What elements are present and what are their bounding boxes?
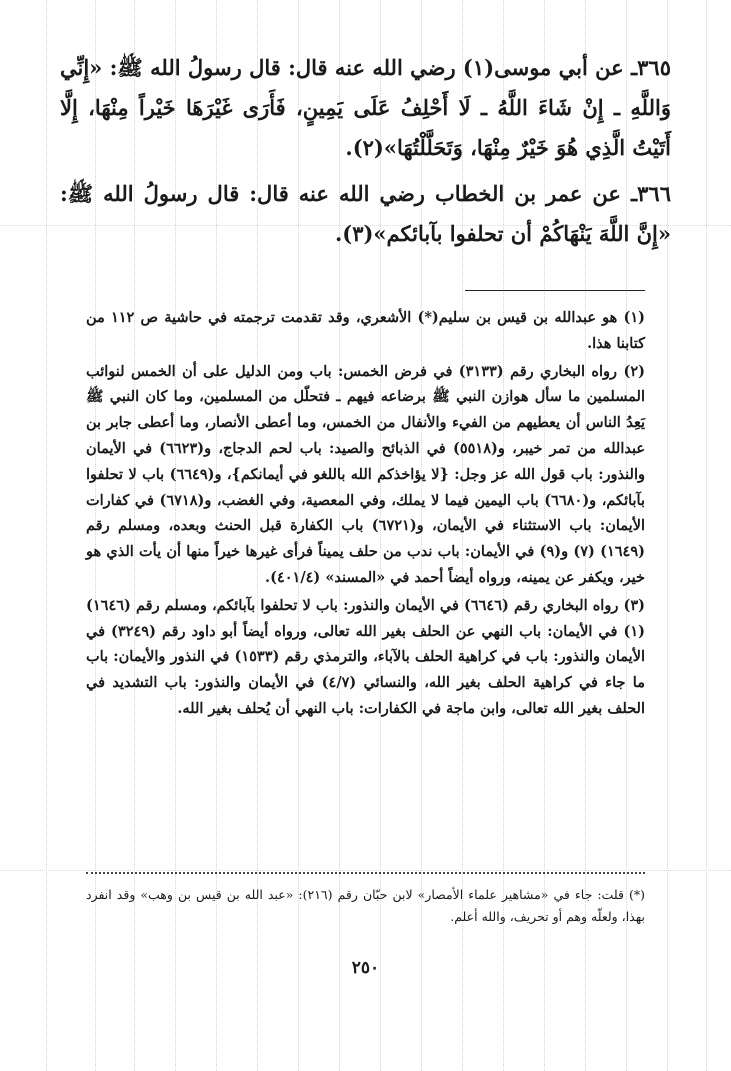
- main-text: [60, 48, 671, 260]
- page-number: ٢٥٠: [351, 958, 380, 978]
- footnotes: [86, 305, 645, 724]
- dotted-separator: [86, 872, 645, 874]
- footnote-2: (٢) رواه البخاري رقم (٣١٣٣) في فرض الخمس: باب ومن الدليل على أن الخمس لنوائب المسلمين ما سأل هوازن النبي ﷺ برضاعه فيهم ـ فتحلّل من المسلمين، وما كان النبي ﷺ يَعِدُ الناس أن يعطيهم من الفيء والأنفال من الخمس، وما أعطى الأنصار، وما أعطى جابر بن عبدالله من تمر خيبر، و(٥٥١٨) في الذبائح والصيد: باب لحم الدجاج، و(٦٦٢٣) في الأيمان والنذور: باب قول الله عز وجل: {لا يؤاخذكم الله باللغو في أيمانكم}، و(٦٦٤٩) باب لا تحلفوا بآبائكم، و(٦٦٨٠) باب اليمين فيما لا يملك، وفي المعصية، وفي الغضب، و(٦٧١٨) في كفارات الأيمان: باب الاستثناء في الأيمان، و(٦٧٢١) باب الكفارة قبل الحنث وبعده، ومسلم رقم (١٦٤٩) (٧) و(٩) في الأيمان: باب ندب من حلف يميناً فرأى غيرها خيراً منها أن يأت الذي هو خير، ويكفر عن يمينه، ورواه أيضاً أحمد في «المسند» (٤٠١/٤).: [86, 362, 646, 586]
- editor-note: (*) قلت: جاء في «مشاهير علماء الأمصار» لابن حبّان رقم (٢١٦): «عبد الله بن قيس بن وهب» وقد انفرد بهذا، ولعلّه وهم أو تحريف، والله أعلم.: [86, 887, 645, 924]
- footnote-1: (١) هو عبدالله بن قيس بن سليم(*) الأشعري، وقد تقدمت ترجمته في حاشية ص ١١٢ من كتابنا هذا.: [86, 309, 646, 352]
- footnote-3: (٣) رواه البخاري رقم (٦٦٤٦) في الأيمان والنذور: باب لا تحلفوا بآبائكم، ومسلم رقم (١٦٤٦) (١) في الأيمان: باب النهي عن الحلف بغير الله تعالى، ورواه أيضاً أبو داود رقم (٣٢٤٩) في الأيمان والنذور: باب في كراهية الحلف بالآباء، والترمذي رقم (١٥٣٣) في النذور والأيمان: باب ما جاء في كراهية الحلف بغير الله، والنسائي (٤/٧) في الأيمان والنذور: باب التشديد في الحلف بغير الله تعالى، وابن ماجة في الكفارات: باب النهي أن يُحلف بغير الله.: [86, 596, 646, 717]
- footnote-separator: [465, 290, 645, 291]
- hadith-365: ٣٦٥ـ عن أبي موسى(١) رضي الله عنه قال: قال رسولُ الله ﷺ: «إِنِّي وَاللَّهِ ـ إِنْ شَاءَ اللَّهُ ـ لَا أَحْلِفُ عَلَى يَمِينٍ، فَأَرَى غَيْرَهَا خَيْراً مِنْهَا، إِلَّا أَتَيْتُ الَّذِي هُوَ خَيْرٌ مِنْهَا، وَتَحَلَّلْتُهَا»(٢).: [60, 55, 671, 160]
- hadith-366: ٣٦٦ـ عن عمر بن الخطاب رضي الله عنه قال: قال رسولُ الله ﷺ: «إِنَّ اللَّهَ يَنْهَاكُمْ أن تحلفوا بآبائكم»(٣).: [60, 181, 671, 246]
